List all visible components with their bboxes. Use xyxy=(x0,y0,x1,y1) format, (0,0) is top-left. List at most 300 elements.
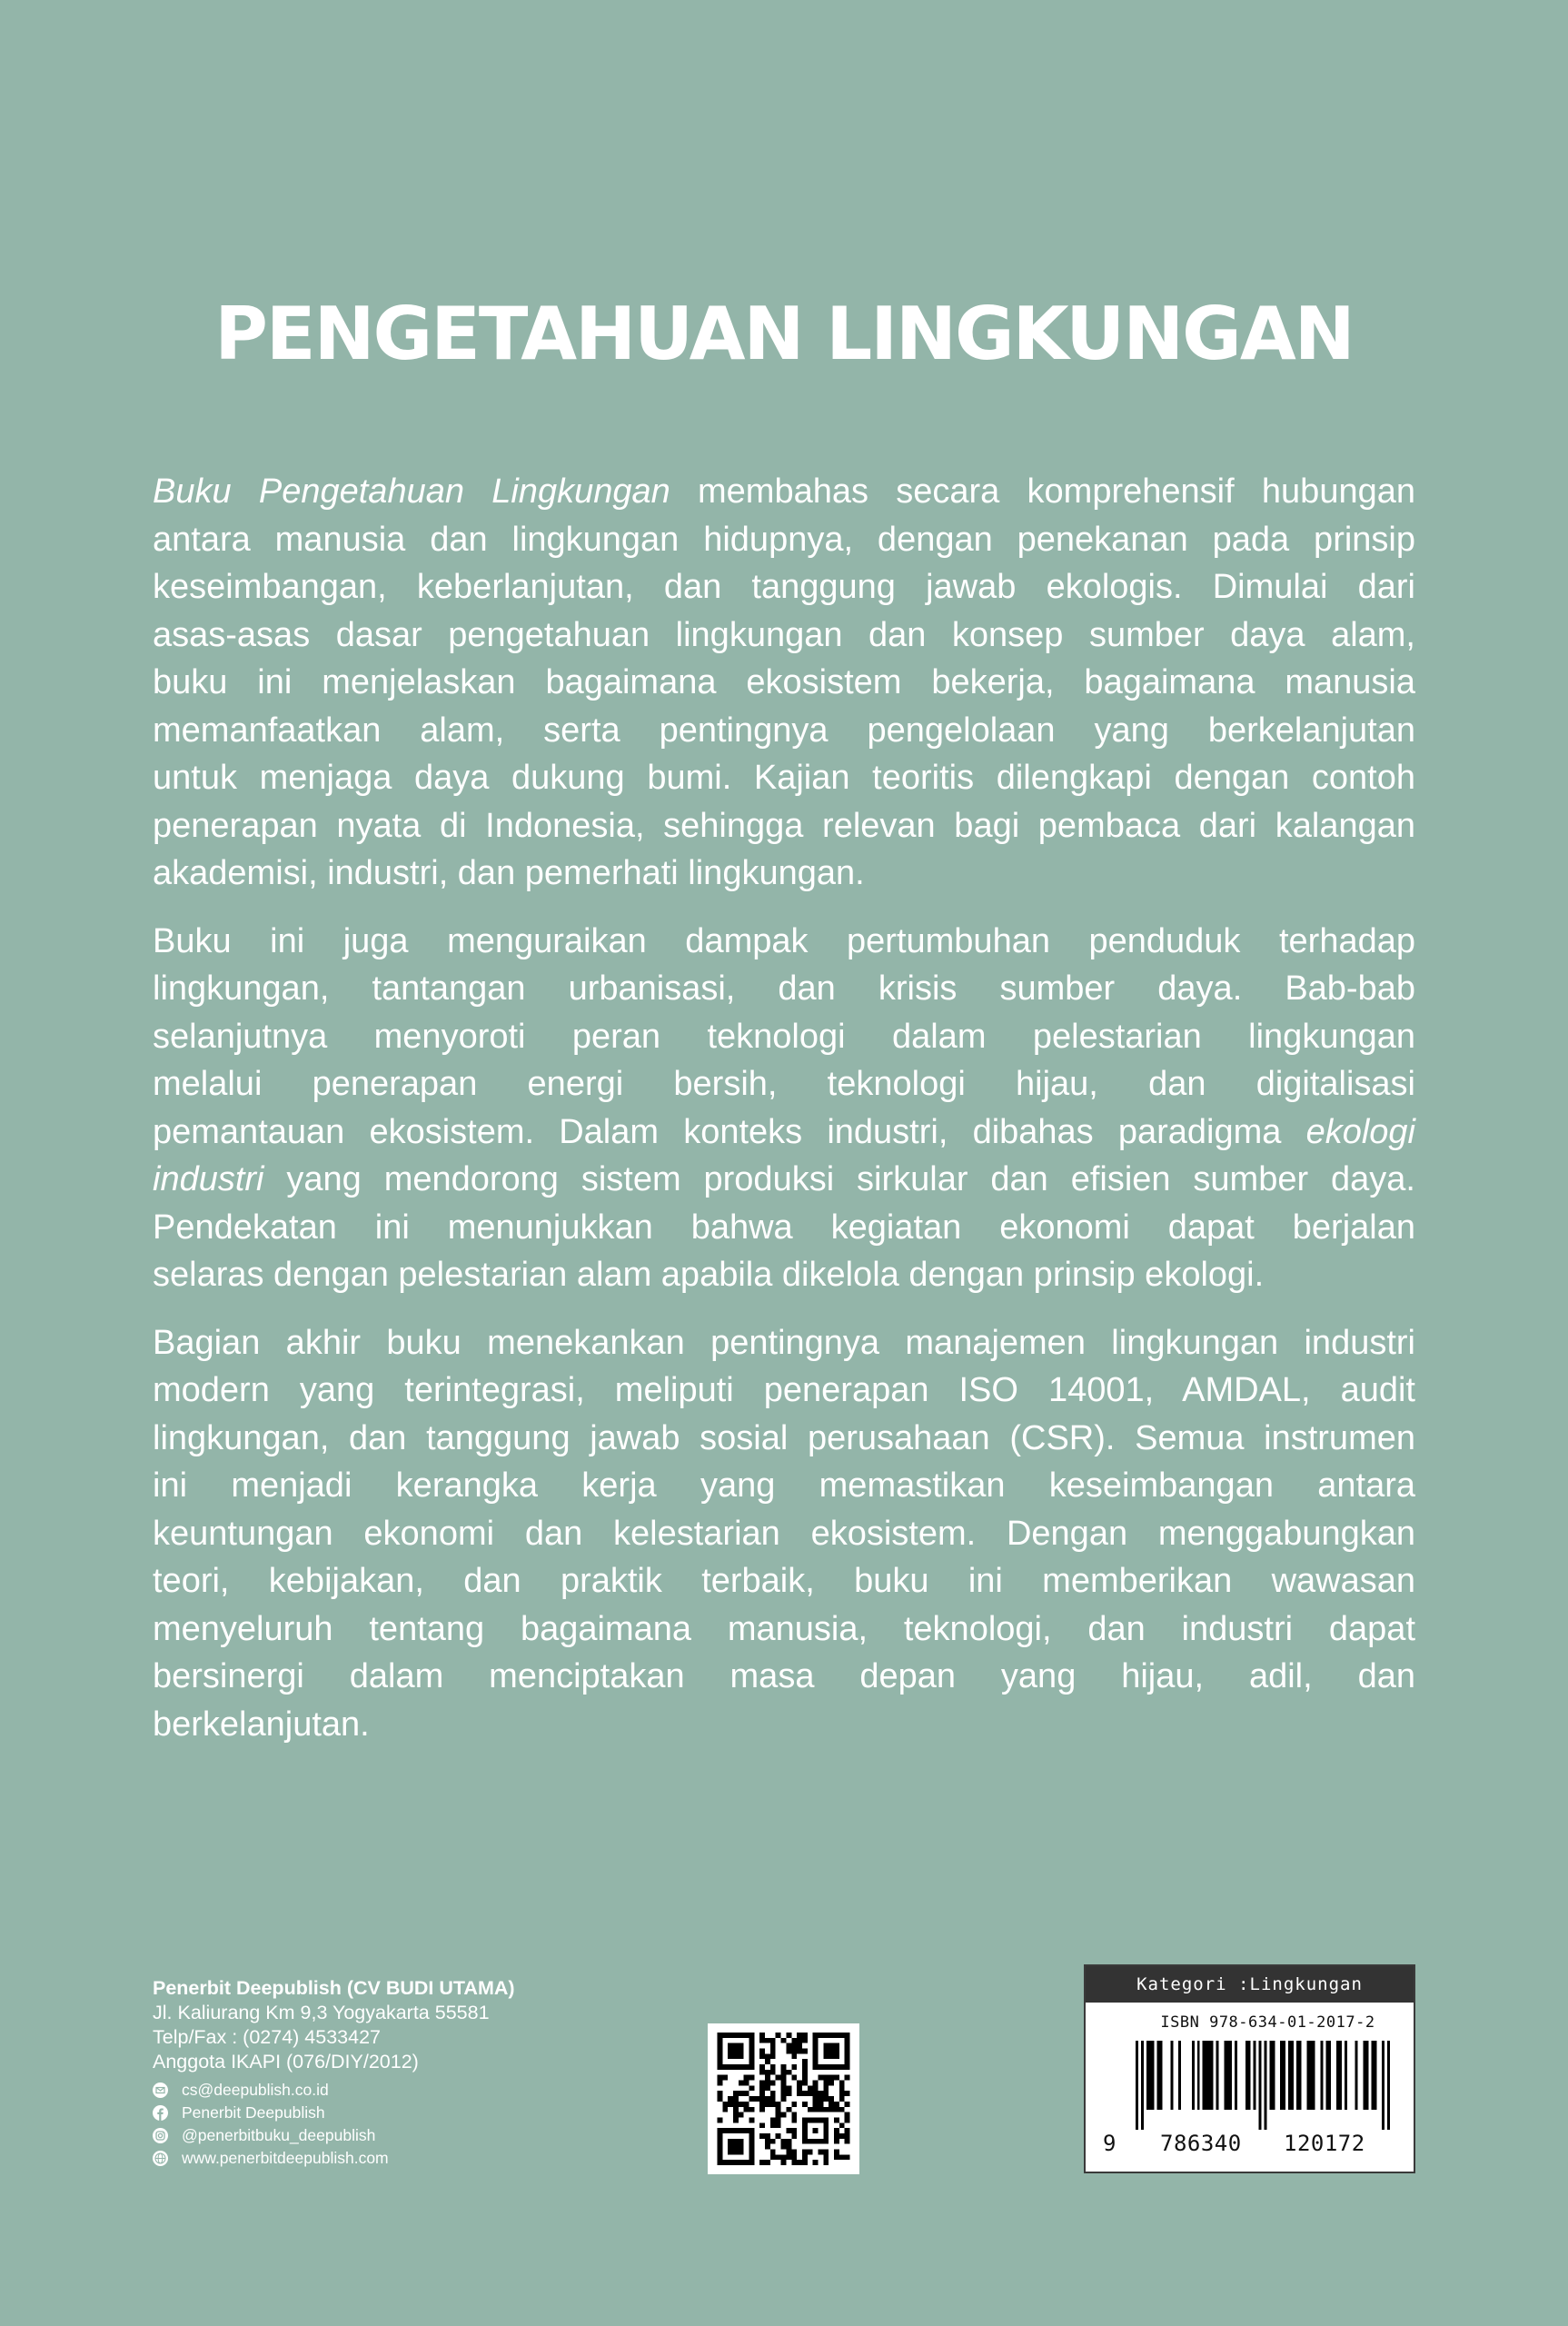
line-text: buku ini menjelaskan bagaimana ekosistem bekerja, bagaimana manusia xyxy=(153,663,1415,701)
qr-module xyxy=(739,2053,744,2059)
qr-module xyxy=(829,2033,834,2038)
qr-module xyxy=(728,2128,733,2133)
qr-module xyxy=(786,2107,791,2112)
qr-module xyxy=(759,2033,765,2038)
contact-email xyxy=(153,2079,589,2102)
qr-module xyxy=(829,2081,834,2086)
qr-module xyxy=(797,2033,802,2038)
book-title: PENGETAHUAN LINGKUNGAN xyxy=(214,292,1354,376)
qr-module xyxy=(813,2139,819,2144)
barcode-bar xyxy=(1259,2041,1262,2130)
qr-module xyxy=(845,2133,850,2139)
qr-module xyxy=(739,2139,744,2144)
line-text: asas-asas dasar pengetahuan lingkungan dan konsep sumber daya alam, xyxy=(153,615,1415,654)
qr-module xyxy=(749,2075,755,2081)
qr-module xyxy=(802,2139,808,2144)
publisher-name: Penerbit Deepublish (CV BUDI UTAMA) xyxy=(153,1977,515,1999)
barcode-bar xyxy=(1170,2041,1173,2110)
line-text: antara manusia dan lingkungan hidupnya, dengan penekanan pada prinsip xyxy=(153,520,1415,559)
description-line xyxy=(153,1367,1415,1415)
qr-module xyxy=(765,2075,770,2081)
qr-module xyxy=(722,2033,728,2038)
line-text: pemantauan ekosistem. Dalam konteks industri, dibahas paradigma xyxy=(153,1112,1306,1151)
qr-module xyxy=(770,2102,776,2107)
qr-module xyxy=(739,2128,744,2133)
barcode-right-group: 120172 xyxy=(1284,2131,1365,2156)
qr-module xyxy=(765,2053,770,2059)
contact-facebook-text: Penerbit Deepublish xyxy=(182,2103,325,2122)
qr-module xyxy=(749,2085,755,2091)
qr-module xyxy=(834,2033,839,2038)
barcode-bar xyxy=(1310,2041,1313,2110)
contact-email-text: cs@deepublish.co.id xyxy=(182,2081,329,2099)
qr-module xyxy=(759,2102,765,2107)
barcode-bar xyxy=(1283,2041,1285,2110)
qr-module xyxy=(781,2096,787,2102)
qr-module xyxy=(818,2033,823,2038)
qr-module xyxy=(823,2091,829,2096)
qr-module xyxy=(823,2075,829,2081)
qr-module xyxy=(802,2149,808,2154)
qr-module xyxy=(818,2117,823,2122)
qr-module xyxy=(718,2081,723,2086)
description-line xyxy=(153,1251,1415,1299)
qr-module xyxy=(823,2053,829,2059)
qr-module xyxy=(781,2139,787,2144)
qr-module xyxy=(739,2043,744,2049)
qr-module xyxy=(759,2053,765,2059)
qr-module xyxy=(776,2122,781,2128)
qr-module xyxy=(823,2149,829,2154)
line-text: teori, kebijakan, dan praktik terbaik, buku ini memberikan wawasan xyxy=(153,1562,1415,1600)
qr-module xyxy=(722,2160,728,2165)
qr-module xyxy=(818,2096,823,2102)
barcode-bar xyxy=(1264,2041,1266,2130)
qr-module xyxy=(823,2049,829,2054)
qr-module xyxy=(786,2139,791,2144)
qr-module xyxy=(770,2139,776,2144)
line-text: lingkungan, dan tanggung jawab sosial perusahaan (CSR). Semua instrumen xyxy=(153,1418,1415,1457)
facebook-icon xyxy=(153,2105,168,2121)
qr-module xyxy=(770,2081,776,2086)
qr-module xyxy=(770,2154,776,2160)
category-label: Kategori :Lingkungan xyxy=(1086,1966,1414,2003)
qr-module xyxy=(776,2133,781,2139)
qr-module xyxy=(791,2038,797,2043)
line-text: Bagian akhir buku menekankan pentingnya manajemen lingkungan industri xyxy=(153,1323,1415,1362)
contact-instagram xyxy=(153,2124,589,2147)
qr-module xyxy=(759,2070,765,2075)
qr-module xyxy=(845,2064,850,2070)
isbn-box xyxy=(1084,1964,1415,2173)
qr-module xyxy=(834,2149,839,2154)
line-text: berkelanjutan. xyxy=(153,1705,370,1744)
line-text: memanfaatkan alam, serta pentingnya pengelolaan yang berkelanjutan xyxy=(153,711,1415,750)
barcode-bar xyxy=(1197,2041,1200,2110)
qr-module xyxy=(744,2081,749,2086)
qr-module xyxy=(759,2049,765,2054)
barcode-bar xyxy=(1269,2041,1272,2110)
qr-module xyxy=(813,2038,819,2043)
qr-module xyxy=(802,2070,808,2075)
qr-code xyxy=(708,2023,859,2174)
qr-module xyxy=(739,2081,744,2086)
line-text: keseimbangan, keberlanjutan, dan tanggung jawab ekologis. Dimulai dari xyxy=(153,568,1415,606)
qr-module xyxy=(759,2096,765,2102)
qr-module xyxy=(718,2117,723,2122)
qr-module xyxy=(739,2102,744,2107)
qr-module xyxy=(733,2144,739,2150)
qr-module xyxy=(749,2096,755,2102)
description-line xyxy=(153,563,1415,611)
qr-module xyxy=(781,2085,787,2091)
qr-module xyxy=(839,2154,845,2160)
line-text: lingkungan, tantangan urbanisasi, dan krisis sumber daya. Bab-bab xyxy=(153,969,1415,1008)
line-text: melalui penerapan energi bersih, teknologi hijau, dan digitalisasi xyxy=(153,1065,1415,1103)
qr-module xyxy=(786,2070,791,2075)
qr-module xyxy=(733,2033,739,2038)
description-line xyxy=(153,1557,1415,1605)
qr-module xyxy=(829,2043,834,2049)
barcode-bar xyxy=(1248,2041,1251,2110)
qr-module xyxy=(781,2075,787,2081)
barcode-bar xyxy=(1320,2041,1323,2110)
description-line xyxy=(153,1510,1415,1558)
barcode-bar xyxy=(1178,2041,1181,2110)
qr-module xyxy=(765,2096,770,2102)
isbn-number: ISBN 978-634-01-2017-2 xyxy=(1160,2013,1375,2032)
qr-module xyxy=(791,2117,797,2122)
qr-module xyxy=(718,2133,723,2139)
qr-module xyxy=(718,2128,723,2133)
qr-module xyxy=(749,2038,755,2043)
qr-module xyxy=(749,2064,755,2070)
barcode-bar xyxy=(1280,2041,1283,2110)
qr-module xyxy=(845,2043,850,2049)
qr-module xyxy=(829,2096,834,2102)
qr-module xyxy=(813,2160,819,2165)
barcode xyxy=(1136,2041,1390,2130)
publisher-phone: Telp/Fax : (0274) 4533427 xyxy=(153,2026,381,2048)
qr-module xyxy=(728,2096,733,2102)
qr-module xyxy=(718,2139,723,2144)
qr-module xyxy=(791,2133,797,2139)
qr-module xyxy=(770,2064,776,2070)
qr-module xyxy=(786,2091,791,2096)
qr-module xyxy=(845,2112,850,2118)
qr-module xyxy=(834,2117,839,2122)
barcode-bar xyxy=(1328,2041,1331,2110)
qr-module xyxy=(770,2149,776,2154)
line-text: selaras dengan pelestarian alam apabila dikelola dengan prinsip ekologi. xyxy=(153,1256,1265,1294)
barcode-bar xyxy=(1229,2041,1232,2110)
qr-module xyxy=(776,2102,781,2107)
publisher-address: Jl. Kaliurang Km 9,3 Yogyakarta 55581 xyxy=(153,2002,490,2023)
qr-module xyxy=(749,2117,755,2122)
qr-module xyxy=(791,2112,797,2118)
qr-module xyxy=(749,2049,755,2054)
qr-module xyxy=(834,2107,839,2112)
qr-module xyxy=(739,2149,744,2154)
barcode-bar xyxy=(1374,2041,1376,2110)
qr-module xyxy=(808,2149,813,2154)
qr-module xyxy=(845,2049,850,2054)
qr-module xyxy=(770,2096,776,2102)
qr-module xyxy=(839,2085,845,2091)
qr-module xyxy=(818,2102,823,2107)
qr-module xyxy=(744,2160,749,2165)
qr-module xyxy=(845,2154,850,2160)
qr-module xyxy=(718,2064,723,2070)
line-text: bersinergi dalam menciptakan masa depan yang hijau, adil, dan xyxy=(153,1657,1415,1695)
line-text: Buku ini juga menguraikan dampak pertumbuhan penduduk terhadap xyxy=(153,921,1415,960)
qr-module xyxy=(759,2081,765,2086)
barcode-bar xyxy=(1146,2041,1149,2110)
qr-module xyxy=(765,2133,770,2139)
qr-module xyxy=(813,2096,819,2102)
qr-module xyxy=(839,2091,845,2096)
qr-module xyxy=(839,2122,845,2128)
qr-module xyxy=(749,2139,755,2144)
qr-module xyxy=(728,2064,733,2070)
qr-module xyxy=(776,2112,781,2118)
barcode-bar xyxy=(1325,2041,1328,2110)
qr-module xyxy=(813,2128,819,2133)
qr-module xyxy=(834,2053,839,2059)
qr-module xyxy=(786,2144,791,2150)
barcode-bar xyxy=(1345,2041,1347,2110)
line-text: keuntungan ekonomi dan kelestarian ekosistem. Dengan menggabungkan xyxy=(153,1514,1415,1553)
qr-module xyxy=(786,2033,791,2038)
barcode-bar xyxy=(1211,2041,1214,2110)
barcode-bar xyxy=(1307,2041,1310,2110)
description-paragraph xyxy=(153,1319,1415,1749)
description-line xyxy=(153,659,1415,707)
qr-module xyxy=(781,2144,787,2150)
qr-module xyxy=(733,2107,739,2112)
qr-module xyxy=(791,2160,797,2165)
qr-module xyxy=(718,2053,723,2059)
qr-module xyxy=(728,2144,733,2150)
qr-module xyxy=(718,2154,723,2160)
description-line xyxy=(153,1415,1415,1463)
qr-module xyxy=(797,2091,802,2096)
description-line xyxy=(153,1701,1415,1749)
qr-module xyxy=(791,2053,797,2059)
qr-module xyxy=(786,2085,791,2091)
qr-module xyxy=(718,2149,723,2154)
qr-code-pattern xyxy=(717,2033,850,2165)
qr-module xyxy=(781,2064,787,2070)
qr-module xyxy=(765,2059,770,2064)
description-line xyxy=(153,802,1415,850)
qr-module xyxy=(834,2043,839,2049)
qr-module xyxy=(839,2107,845,2112)
instagram-icon xyxy=(153,2128,168,2143)
qr-module xyxy=(776,2033,781,2038)
qr-module xyxy=(823,2139,829,2144)
line-text: Pendekatan ini menunjukkan bahwa kegiatan ekonomi dapat berjalan xyxy=(153,1208,1415,1247)
barcode-bar xyxy=(1245,2041,1248,2110)
qr-module xyxy=(770,2070,776,2075)
qr-module xyxy=(733,2128,739,2133)
qr-module xyxy=(728,2049,733,2054)
barcode-bar xyxy=(1272,2041,1275,2110)
qr-module xyxy=(802,2154,808,2160)
qr-module xyxy=(834,2128,839,2133)
qr-module xyxy=(754,2096,759,2102)
description-line xyxy=(153,850,1415,898)
qr-module xyxy=(759,2085,765,2091)
qr-module xyxy=(802,2059,808,2064)
description-line xyxy=(153,1013,1415,1061)
description-line xyxy=(153,1319,1415,1367)
barcode-bar xyxy=(1387,2041,1390,2130)
contact-instagram-text: @penerbitbuku_deepublish xyxy=(182,2126,376,2144)
qr-module xyxy=(808,2139,813,2144)
qr-module xyxy=(718,2091,723,2096)
qr-module xyxy=(834,2075,839,2081)
qr-module xyxy=(770,2117,776,2122)
qr-module xyxy=(733,2053,739,2059)
qr-module xyxy=(722,2128,728,2133)
qr-module xyxy=(759,2091,765,2096)
barcode-bar xyxy=(1192,2041,1195,2110)
qr-module xyxy=(791,2149,797,2154)
qr-module xyxy=(839,2064,845,2070)
qr-module xyxy=(749,2059,755,2064)
qr-module xyxy=(791,2049,797,2054)
qr-module xyxy=(839,2081,845,2086)
qr-module xyxy=(818,2149,823,2154)
qr-module xyxy=(781,2160,787,2165)
qr-module xyxy=(744,2128,749,2133)
qr-module xyxy=(813,2107,819,2112)
qr-module xyxy=(834,2102,839,2107)
qr-module xyxy=(759,2038,765,2043)
qr-module xyxy=(733,2091,739,2096)
qr-module xyxy=(813,2117,819,2122)
qr-module xyxy=(749,2154,755,2160)
qr-module xyxy=(823,2154,829,2160)
qr-module xyxy=(765,2085,770,2091)
qr-module xyxy=(759,2107,765,2112)
qr-module xyxy=(781,2112,787,2118)
description-line xyxy=(153,1462,1415,1510)
qr-module xyxy=(770,2122,776,2128)
description-line xyxy=(153,1204,1415,1252)
qr-module xyxy=(749,2133,755,2139)
description-line xyxy=(153,707,1415,755)
qr-module xyxy=(845,2053,850,2059)
qr-module xyxy=(781,2070,787,2075)
qr-module xyxy=(739,2033,744,2038)
qr-module xyxy=(797,2038,802,2043)
barcode-bar xyxy=(1157,2041,1160,2110)
qr-module xyxy=(733,2160,739,2165)
qr-module xyxy=(765,2160,770,2165)
qr-module xyxy=(802,2064,808,2070)
qr-module xyxy=(759,2122,765,2128)
barcode-bar xyxy=(1365,2041,1368,2110)
qr-module xyxy=(808,2117,813,2122)
qr-module xyxy=(739,2160,744,2165)
qr-module xyxy=(770,2053,776,2059)
barcode-bar xyxy=(1382,2041,1384,2130)
qr-module xyxy=(834,2154,839,2160)
line-text: selanjutnya menyoroti peran teknologi dalam pelestarian lingkungan xyxy=(153,1017,1415,1056)
qr-module xyxy=(759,2133,765,2139)
qr-module xyxy=(823,2043,829,2049)
line-text: membahas secara komprehensif hubungan xyxy=(670,472,1415,511)
barcode-bar xyxy=(1235,2041,1237,2110)
qr-module xyxy=(791,2043,797,2049)
contact-facebook xyxy=(153,2102,589,2124)
qr-module xyxy=(722,2075,728,2081)
qr-module xyxy=(739,2064,744,2070)
qr-module xyxy=(829,2107,834,2112)
qr-module xyxy=(770,2091,776,2096)
qr-module xyxy=(808,2091,813,2096)
qr-module xyxy=(823,2033,829,2038)
barcode-bar xyxy=(1149,2041,1152,2110)
qr-module xyxy=(776,2075,781,2081)
qr-module xyxy=(733,2064,739,2070)
barcode-bar xyxy=(1216,2041,1218,2110)
qr-module xyxy=(728,2102,733,2107)
qr-module xyxy=(845,2059,850,2064)
qr-module xyxy=(797,2043,802,2049)
description-line xyxy=(153,1605,1415,1654)
qr-module xyxy=(733,2096,739,2102)
qr-module xyxy=(718,2059,723,2064)
qr-module xyxy=(808,2107,813,2112)
qr-module xyxy=(718,2075,723,2081)
qr-module xyxy=(791,2064,797,2070)
qr-module xyxy=(722,2102,728,2107)
qr-module xyxy=(718,2096,723,2102)
qr-module xyxy=(834,2133,839,2139)
qr-module xyxy=(728,2033,733,2038)
barcode-bar xyxy=(1226,2041,1229,2110)
qr-module xyxy=(739,2091,744,2096)
qr-module xyxy=(781,2154,787,2160)
qr-module xyxy=(739,2112,744,2118)
description-line xyxy=(153,1060,1415,1108)
qr-module xyxy=(802,2049,808,2054)
qr-module xyxy=(791,2128,797,2133)
qr-module xyxy=(834,2049,839,2054)
email-icon xyxy=(153,2082,168,2098)
barcode-bar xyxy=(1288,2041,1291,2110)
qr-module xyxy=(802,2075,808,2081)
qr-module xyxy=(802,2160,808,2165)
qr-module xyxy=(744,2107,749,2112)
qr-module xyxy=(765,2081,770,2086)
barcode-bar xyxy=(1203,2041,1206,2110)
qr-module xyxy=(718,2043,723,2049)
line-text: penerapan nyata di Indonesia, sehingga relevan bagi pembaca dari kalangan xyxy=(153,806,1415,845)
qr-module xyxy=(845,2038,850,2043)
qr-module xyxy=(829,2049,834,2054)
qr-module xyxy=(823,2096,829,2102)
barcode-bar xyxy=(1336,2041,1339,2110)
barcode-bar xyxy=(1136,2041,1138,2130)
qr-module xyxy=(749,2149,755,2154)
qr-module xyxy=(813,2033,819,2038)
barcode-bar xyxy=(1371,2041,1374,2110)
qr-module xyxy=(759,2160,765,2165)
